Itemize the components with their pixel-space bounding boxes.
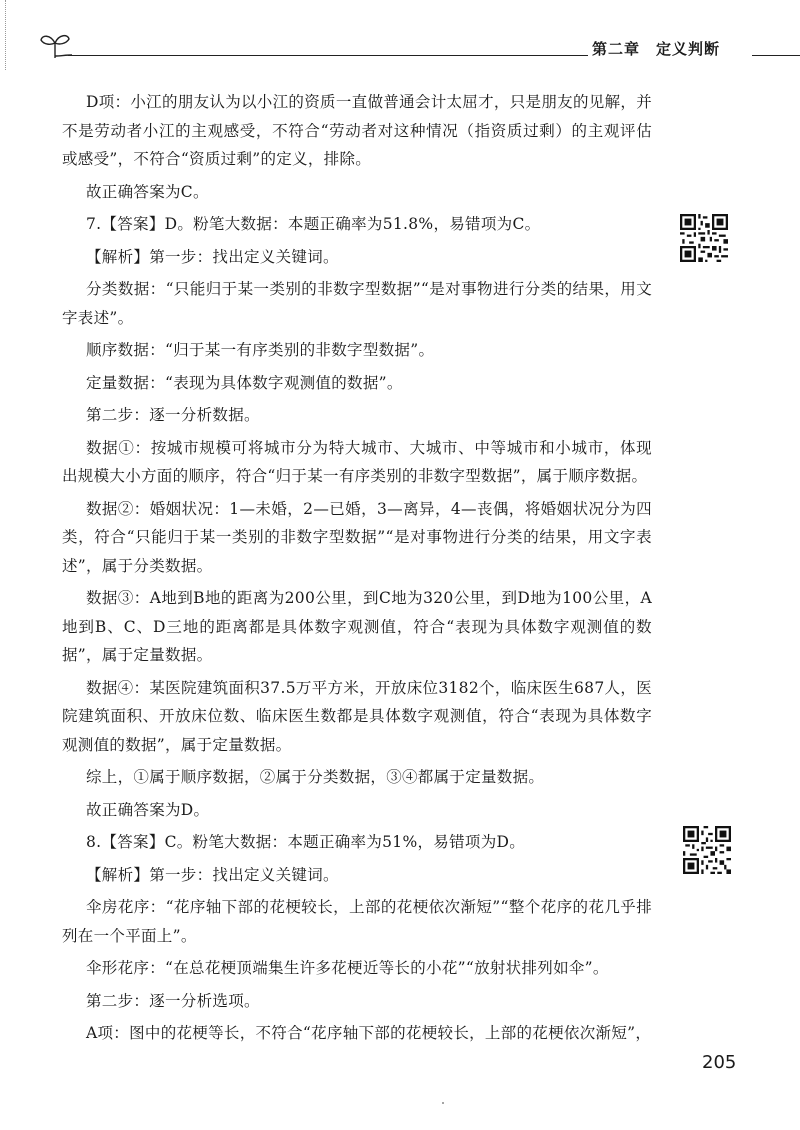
paragraph: 数据①：按城市规模可将城市分为特大城市、大城市、中等城市和小城市，体现出规模大小方面的顺序，符合“归于某一有序类别的非数字型数据”，属于顺序数据。 — [62, 438, 652, 485]
sprout-icon — [38, 30, 72, 60]
header-rule — [68, 55, 588, 56]
page-number: 205 — [702, 1052, 737, 1073]
answer-explanation-body — [62, 88, 652, 1048]
qr-code-icon[interactable] — [680, 214, 728, 262]
paragraph: 综上，①属于顺序数据，②属于分类数据，③④都属于定量数据。 — [86, 768, 545, 786]
paragraph: 故正确答案为C。 — [86, 182, 209, 201]
paragraph: 数据②：婚姻状况：1—未婚，2—已婚，3—离异，4—丧偶，将婚姻状况分为四类，符合“只能归于某一类别的非数字型数据”“是对事物进行分类的结果，用文字表述”，属于分类数据。 — [62, 499, 652, 575]
paragraph: 数据③：A地到B地的距离为200公里，到C地为320公里，到D地为100公里，A地到B、C、D三地的距离都是具体数字观测值，符合“表现为具体数字观测值的数据”，属于定量数据。 — [62, 589, 652, 664]
paragraph: 顺序数据：“归于某一有序类别的非数字型数据”。 — [86, 341, 435, 359]
answer-heading-8: 8.【答案】C。粉笔大数据：本题正确率为51%，易错项为D。 — [86, 833, 526, 851]
section-label: 定义判断 — [656, 40, 721, 58]
paragraph: 第二步：逐一分析选项。 — [86, 991, 260, 1010]
paragraph: A项：图中的花梗等长，不符合“花序轴下部的花梗较长，上部的花梗依次渐短”， — [86, 1024, 652, 1042]
chapter-label: 第二章 — [592, 40, 641, 58]
paragraph: 伞形花序：“在总花梗顶端集生许多花梗近等长的小花”“放射状排列如伞”。 — [86, 959, 609, 977]
margin-guide — [5, 0, 8, 70]
paragraph: 分类数据：“只能归于某一类别的非数字型数据”“是对事物进行分类的结果，用文字表述”。 — [62, 280, 652, 327]
paragraph: 数据④：某医院建筑面积37.5万平方米，开放床位3182个，临床医生687人，医院建筑面积、开放床位数、临床医生数都是具体数字观测值，符合“表现为具体数字观测值的数据”，属于定量数据。 — [62, 678, 652, 754]
qr-code-icon[interactable] — [683, 826, 731, 874]
paragraph: 定量数据：“表现为具体数字观测值的数据”。 — [86, 373, 403, 392]
analysis-heading-7: 【解析】第一步：找出定义关键词。 — [86, 247, 339, 266]
header-rule-right — [752, 55, 800, 56]
scan-speck — [442, 1102, 444, 1104]
analysis-heading-8: 【解析】第一步：找出定义关键词。 — [86, 865, 339, 884]
chapter-title — [592, 38, 720, 59]
paragraph: D项：小江的朋友认为以小江的资质一直做普通会计太屈才，只是朋友的见解，并不是劳动者小江的主观感受，不符合“劳动者对这种情况（指资质过剩）的主观评估或感受”，不符合“资质过剩”的定义，排除。 — [62, 93, 652, 168]
page-header — [0, 0, 800, 70]
answer-heading-7: 7.【答案】D。粉笔大数据：本题正确率为51.8%，易错项为C。 — [86, 215, 541, 233]
paragraph: 故正确答案为D。 — [86, 800, 210, 819]
paragraph: 第二步：逐一分析数据。 — [86, 406, 260, 424]
paragraph: 伞房花序：“花序轴下部的花梗较长，上部的花梗依次渐短”“整个花序的花几乎排列在一个平面上”。 — [62, 898, 652, 945]
